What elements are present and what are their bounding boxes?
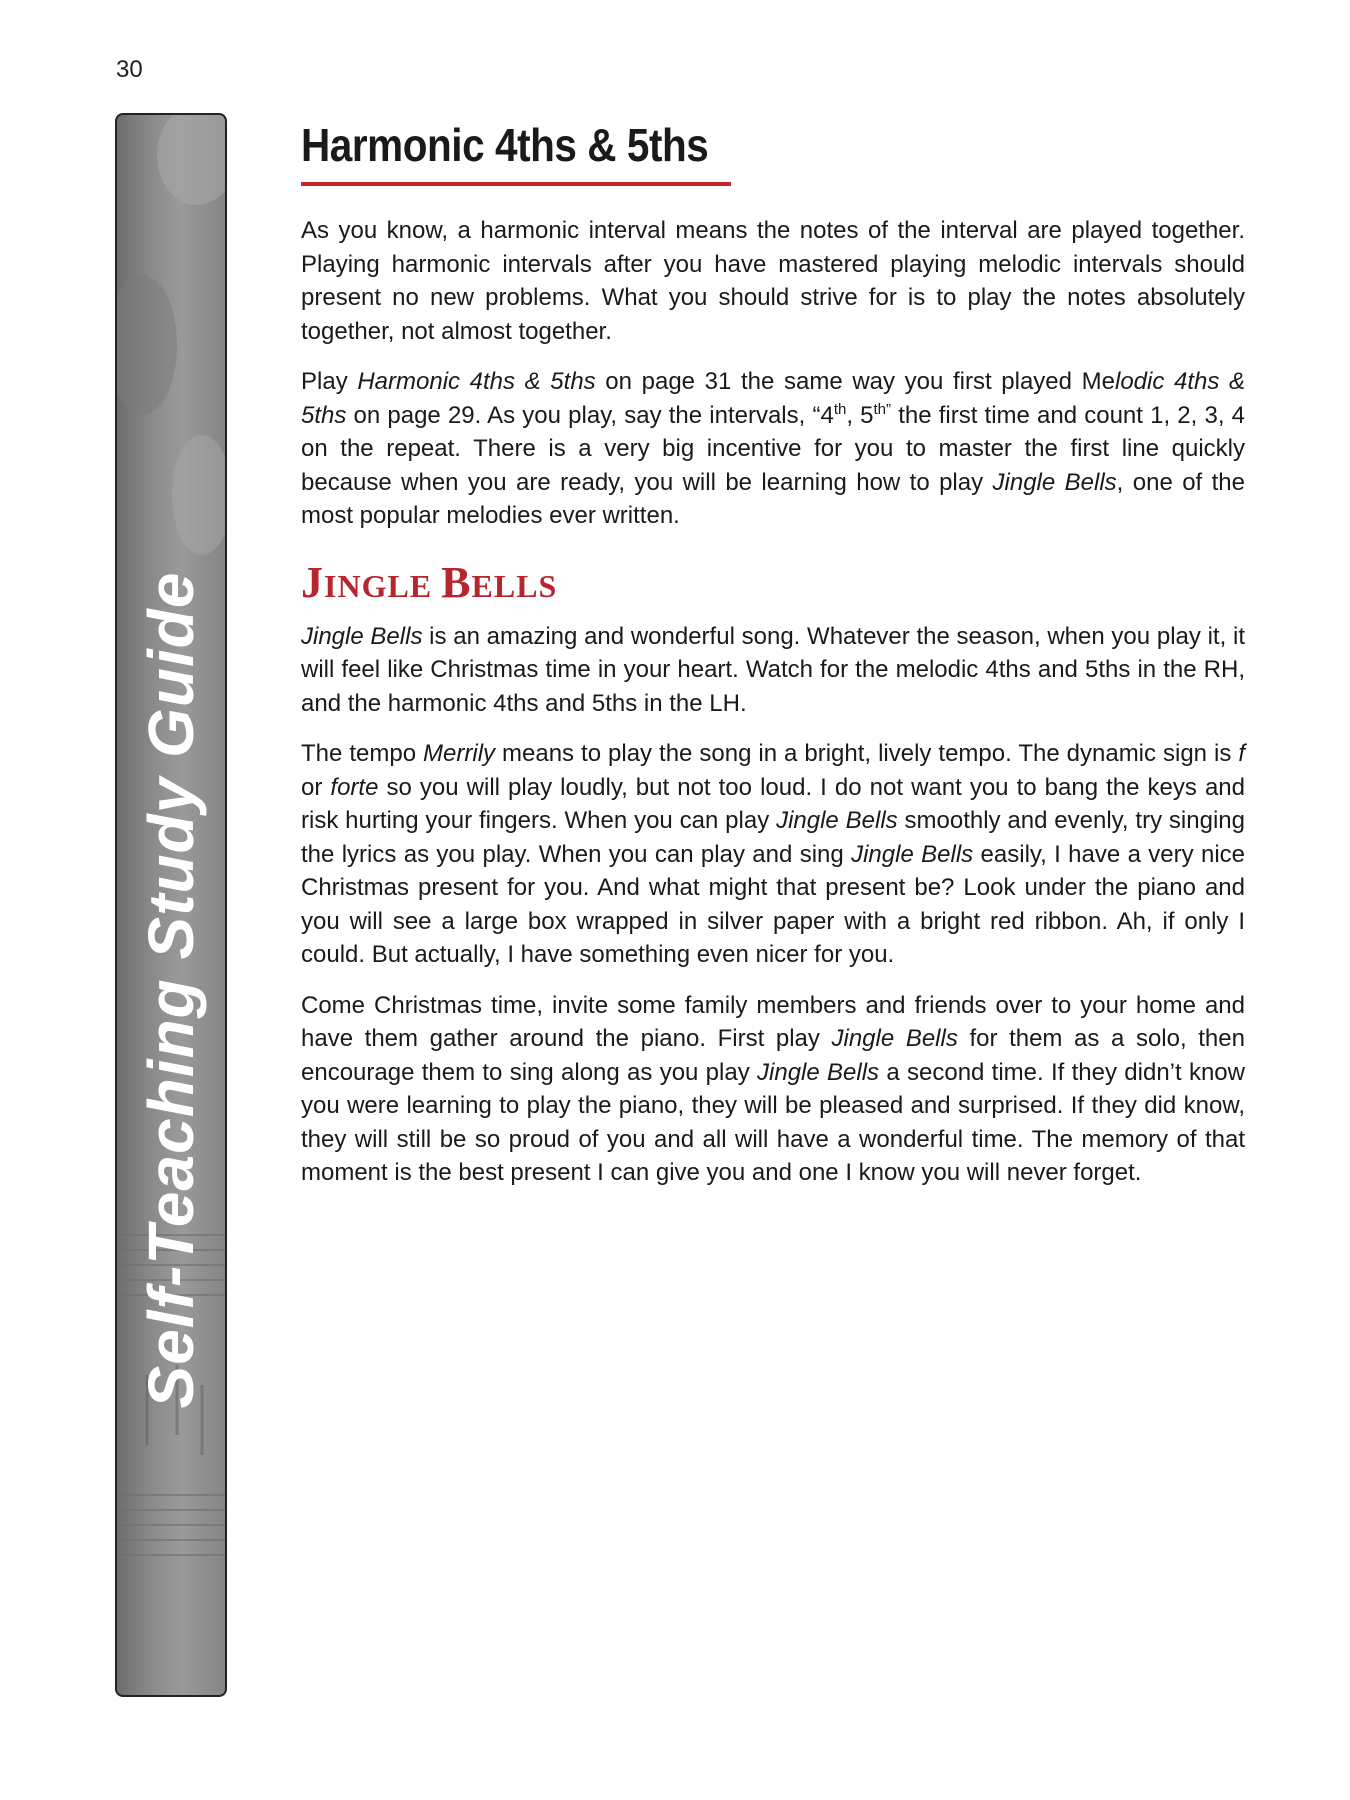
paragraph: Play Harmonic 4ths & 5ths on page 31 the same way you first played Melodic 4ths & 5ths on page 29. As you play, say the intervals, “4th, $5^{th”}$ the first time and count 1, 2, 3, 4 on the repeat. There is a very big incentive for you to master the first line quickly because when you are ready, you will be learning how to play Jingle Bells, one of the most popular melodies ever written. (301, 368, 1245, 529)
section-title: Harmonic 4ths & 5ths (301, 119, 709, 171)
main-content (301, 118, 1245, 1207)
sidebar-title: Self-Teaching Study Guide (135, 571, 207, 1409)
sidebar-banner (115, 113, 227, 1697)
paragraph: Jingle Bells is an amazing and wonderful song. Whatever the season, when you play it, it will feel like Christmas time in your heart. Watch for the melodic 4ths and 5ths in the RH, and the harmonic 4ths and 5ths in the LH. (301, 622, 1245, 717)
title-underline (301, 182, 731, 186)
page-number: 30 (116, 56, 143, 83)
paragraph: As you know, a harmonic interval means the notes of the interval are played together. Playing harmonic intervals after you have mastered playing melodic intervals should present no new problems. What you should strive for is to play the notes absolutely together, not almost together. (301, 217, 1245, 345)
subsection-title: JINGLE BELLS (301, 557, 558, 607)
paragraph: Come Christmas time, invite some family members and friends over to your home and have them gather around the piano. First play Jingle Bells for them as a solo, then encourage them to sing along as you play Jingle Bells a second time. If they didn’t know you were learning to play the piano, they will be pleased and surprised. If they did know, they will still be so proud of you and all will have a wonderful time. The memory of that moment is the best present I can give you and one I know you will never forget. (301, 991, 1245, 1186)
paragraph: The tempo Merrily means to play the song in a bright, lively tempo. The dynamic sign is f or forte so you will play loudly, but not too loud. I do not want you to bang the keys and risk hurting your fingers. When you can play Jingle Bells smoothly and evenly, try singing the lyrics as you play. When you can play and sing Jingle Bells easily, I have a very nice Christmas present for you. And what might that present be? Look under the piano and you will see a large box wrapped in silver paper with a bright red ribbon. Ah, if only I could. But actually, I have something even nicer for you. (301, 740, 1245, 968)
